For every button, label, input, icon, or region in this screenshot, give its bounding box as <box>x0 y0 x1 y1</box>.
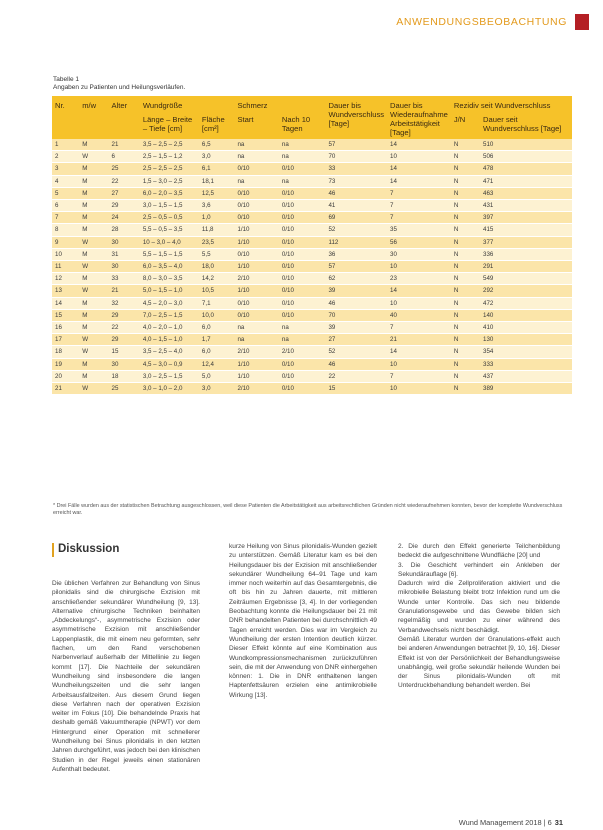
table-cell: N <box>451 322 480 334</box>
table-cell: 0/10 <box>279 248 326 260</box>
table-cell: 6,0 <box>199 322 235 334</box>
table-cell: N <box>451 346 480 358</box>
table-cell: 36 <box>325 248 387 260</box>
table-cell: 18 <box>52 346 79 358</box>
table-cell: 4 <box>52 175 79 187</box>
table-cell: M <box>79 175 108 187</box>
table-cell: 12,5 <box>199 187 235 199</box>
table-cell: 291 <box>480 261 572 273</box>
table-row <box>52 285 572 297</box>
table-cell: 21 <box>387 334 451 346</box>
body-list-item: 2. Die durch den Effekt generierte Teilchenbildung bedeckt die aufgeschnittene Wundfläche [20] und <box>398 543 560 560</box>
table-cell: 3,0 – 1,0 – 2,0 <box>140 383 199 395</box>
table-cell: 21 <box>52 383 79 395</box>
table-cell: 0/10 <box>279 370 326 382</box>
table-cell: 31 <box>109 248 140 260</box>
table-cell: na <box>234 175 278 187</box>
table-cell: 46 <box>325 187 387 199</box>
table-cell: M <box>79 212 108 224</box>
table-cell: 30 <box>109 358 140 370</box>
table-cell: 1/10 <box>234 224 278 236</box>
table-cell: 9 <box>52 236 79 248</box>
table-cell: 14 <box>52 297 79 309</box>
table-cell: W <box>79 285 108 297</box>
table-cell: N <box>451 358 480 370</box>
th-dauer-seit: Dauer seit Wundverschluss [Tage] <box>480 113 572 139</box>
table-cell: 7,1 <box>199 297 235 309</box>
table-cell: 24 <box>109 212 140 224</box>
table-cell: 292 <box>480 285 572 297</box>
table-cell: N <box>451 273 480 285</box>
table-cell: na <box>234 334 278 346</box>
table-cell: 7,0 – 2,5 – 1,5 <box>140 309 199 321</box>
body-list-item: 3. Die Geschicht verhindert ein Ankleben der Sekundärauflage [6]. <box>398 561 560 578</box>
table-cell: 463 <box>480 187 572 199</box>
table-cell: 377 <box>480 236 572 248</box>
table-cell: na <box>234 151 278 163</box>
table-cell: 6 <box>52 200 79 212</box>
table-cell: na <box>279 322 326 334</box>
th-mw: m/w <box>79 96 108 139</box>
table-cell: 62 <box>325 273 387 285</box>
table-cell: 2,5 – 0,5 – 0,5 <box>140 212 199 224</box>
table-cell: 29 <box>109 334 140 346</box>
table-cell: na <box>279 175 326 187</box>
table-cell: N <box>451 248 480 260</box>
table-cell: 3,0 <box>199 151 235 163</box>
table-cell: W <box>79 383 108 395</box>
table-cell: 29 <box>109 309 140 321</box>
table-row <box>52 358 572 370</box>
table-cell: 10 <box>387 297 451 309</box>
table-cell: 1/10 <box>234 261 278 273</box>
table-cell: 10,0 <box>199 309 235 321</box>
table-cell: M <box>79 224 108 236</box>
table-cell: W <box>79 261 108 273</box>
table-cell: 410 <box>480 322 572 334</box>
table-cell: 28 <box>109 224 140 236</box>
table-cell: W <box>79 346 108 358</box>
table-cell: W <box>79 151 108 163</box>
table-cell: 112 <box>325 236 387 248</box>
table-cell: 0/10 <box>279 212 326 224</box>
table-cell: 23 <box>387 273 451 285</box>
table-cell: 336 <box>480 248 572 260</box>
table-cell: N <box>451 187 480 199</box>
table-cell: N <box>451 261 480 273</box>
table-cell: 1/10 <box>234 370 278 382</box>
table-cell: 472 <box>480 297 572 309</box>
section-title: Diskussion <box>58 543 120 555</box>
table-cell: 7 <box>387 370 451 382</box>
table-caption <box>53 76 185 92</box>
table-cell: 12,4 <box>199 358 235 370</box>
table-cell: 17 <box>52 334 79 346</box>
table-cell: 5,5 – 0,5 – 3,5 <box>140 224 199 236</box>
table-cell: 431 <box>480 200 572 212</box>
table-cell: 5 <box>52 187 79 199</box>
table-cell: 7 <box>387 200 451 212</box>
table-cell: N <box>451 151 480 163</box>
table-cell: 56 <box>387 236 451 248</box>
table-row <box>52 322 572 334</box>
table-cell: 10 – 3,0 – 4,0 <box>140 236 199 248</box>
table-cell: 27 <box>109 187 140 199</box>
table-cell: 3 <box>52 163 79 175</box>
table-cell: 70 <box>325 309 387 321</box>
table-cell: 0/10 <box>234 248 278 260</box>
table-cell: 7 <box>52 212 79 224</box>
table-cell: 22 <box>109 322 140 334</box>
table-cell: 14 <box>387 175 451 187</box>
table-cell: 15 <box>325 383 387 395</box>
table-cell: 30 <box>109 261 140 273</box>
table-cell: 5,0 – 1,5 – 1,0 <box>140 285 199 297</box>
table-cell: N <box>451 139 480 151</box>
table-cell: na <box>279 151 326 163</box>
table-row <box>52 261 572 273</box>
table-cell: 354 <box>480 346 572 358</box>
table-cell: 41 <box>325 200 387 212</box>
table-cell: 30 <box>109 236 140 248</box>
table-cell: 1/10 <box>234 285 278 297</box>
table-cell: 70 <box>325 151 387 163</box>
th-dauer-wundverschluss: Dauer bis Wundverschluss [Tage] <box>325 96 387 139</box>
table-cell: 1/10 <box>234 358 278 370</box>
table-cell: W <box>79 334 108 346</box>
table-caption-label: Tabelle 1 <box>53 76 80 83</box>
th-flaeche: Fläche [cm²] <box>199 113 235 139</box>
table-row <box>52 297 572 309</box>
table-cell: 0/10 <box>279 236 326 248</box>
table-cell: 21 <box>109 285 140 297</box>
th-rezidiv: Rezidiv seit Wundverschluss <box>451 96 572 113</box>
table-cell: 23,5 <box>199 236 235 248</box>
table-cell: 6,1 <box>199 163 235 175</box>
table-cell: 0/10 <box>234 200 278 212</box>
table-cell: 33 <box>109 273 140 285</box>
table-cell: 21 <box>109 139 140 151</box>
table-cell: 1,5 – 3,0 – 2,5 <box>140 175 199 187</box>
table-cell: 510 <box>480 139 572 151</box>
table-cell: 1,0 <box>199 212 235 224</box>
table-cell: 0/10 <box>279 261 326 273</box>
table-cell: 46 <box>325 297 387 309</box>
table-row <box>52 248 572 260</box>
table-cell: na <box>279 139 326 151</box>
patient-table-body <box>52 139 572 395</box>
table-cell: M <box>79 248 108 260</box>
table-cell: 33 <box>325 163 387 175</box>
table-row <box>52 346 572 358</box>
table-cell: 18,0 <box>199 261 235 273</box>
table-cell: M <box>79 358 108 370</box>
table-cell: N <box>451 334 480 346</box>
th-dauer-wiederaufnahme: Dauer bis Wiederaufnahme Arbeitstätigkeit [Tage] <box>387 96 451 139</box>
table-cell: 415 <box>480 224 572 236</box>
table-cell: 35 <box>387 224 451 236</box>
table-cell: N <box>451 175 480 187</box>
table-cell: 12 <box>52 273 79 285</box>
table-cell: M <box>79 297 108 309</box>
table-cell: 20 <box>52 370 79 382</box>
table-cell: M <box>79 139 108 151</box>
table-cell: 69 <box>325 212 387 224</box>
section-header-title: ANWENDUNGSBEOBACHTUNG <box>396 16 567 28</box>
body-paragraph: Gemäß Literatur wurden der Granulations-effekt auch bei anderen Anwendungen betrachtet [9, 10, 16]. Dieser Effekt ist von der Persönlichkeit der Behandlungsweise unabhängig, weil große sekundär heilende Wunden bei der Sinus pilonidalis-Wunden oft mit Unterdruckbehandlung behandelt werden. Bei <box>398 635 560 690</box>
table-cell: 0/10 <box>279 383 326 395</box>
table-cell: 22 <box>109 175 140 187</box>
patient-table <box>52 96 572 395</box>
table-cell: 3,6 <box>199 200 235 212</box>
table-cell: 8 <box>52 224 79 236</box>
table-cell: 1,7 <box>199 334 235 346</box>
table-row <box>52 139 572 151</box>
table-cell: 14 <box>387 139 451 151</box>
table-cell: 0/10 <box>279 358 326 370</box>
table-cell: 18,1 <box>199 175 235 187</box>
table-cell: M <box>79 273 108 285</box>
table-cell: 10 <box>52 248 79 260</box>
table-cell: 4,0 – 2,0 – 1,0 <box>140 322 199 334</box>
table-cell: 6,0 – 3,5 – 4,0 <box>140 261 199 273</box>
table-cell: 57 <box>325 139 387 151</box>
table-cell: 3,0 – 2,5 – 1,5 <box>140 370 199 382</box>
table-row <box>52 187 572 199</box>
table-cell: 2/10 <box>279 346 326 358</box>
table-cell: na <box>234 322 278 334</box>
table-cell: 389 <box>480 383 572 395</box>
table-cell: na <box>234 139 278 151</box>
table-cell: N <box>451 370 480 382</box>
table-row <box>52 370 572 382</box>
table-cell: M <box>79 187 108 199</box>
table-cell: M <box>79 200 108 212</box>
table-cell: 2,5 – 2,5 – 2,5 <box>140 163 199 175</box>
table-cell: 0/10 <box>279 309 326 321</box>
table-cell: 25 <box>109 383 140 395</box>
table-row <box>52 224 572 236</box>
table-cell: 0/10 <box>279 273 326 285</box>
table-cell: 0/10 <box>279 285 326 297</box>
table-row <box>52 163 572 175</box>
table-footnote: * Drei Fälle wurden aus der statistischen Betrachtung ausgeschlossen, weil diese Patienten die Arbeitstätigkeit aus arbeitsrechtlichen Gründen nicht wiederaufnehmen konnten, bevor der komplette Wundverschluss erreicht war. <box>53 503 563 517</box>
table-cell: N <box>451 383 480 395</box>
table-cell: 46 <box>325 358 387 370</box>
body-column-3 <box>398 542 560 691</box>
table-cell: 25 <box>109 163 140 175</box>
table-cell: 437 <box>480 370 572 382</box>
table-row <box>52 175 572 187</box>
table-cell: 16 <box>52 322 79 334</box>
table-cell: M <box>79 163 108 175</box>
table-cell: 0/10 <box>279 224 326 236</box>
table-cell: 15 <box>52 309 79 321</box>
table-cell: 40 <box>387 309 451 321</box>
table-cell: 3,5 – 2,5 – 2,5 <box>140 139 199 151</box>
table-cell: N <box>451 285 480 297</box>
table-row <box>52 334 572 346</box>
th-start: Start <box>234 113 278 139</box>
body-paragraph: kurze Heilung von Sinus pilonidalis-Wunden gezielt zu unterstützen. Gemäß Literatur kam es bei den Heilungsdauer bis der Exzision mit anschließender sekundärer Wundheilung 64–91 Tage und kam immer noch weiterhin auf das Gesamtergebnis, die oft bis hin zu Jahren dauerte, mit mittleren Zeiträumen Ergebnisse [3, 4]. In der vorliegenden Beobachtung konnte die Heilungsdauer bei 21 mit DNR behandelten Patienten bei durchschnittlich 49 Tagen erreicht werden. Dies war im Vergleich zu Wundheilung der ersten Intention deutlich kürzer. Dieser Effekt könnte auf eine Kombination aus Wundkompressionsmechanismen zurückzuführen sein, die mit der Anwendung von DNR einhergehen können: 1. Die in DNR enthaltenen langen Haptenfettsäuren erzielen eine antimikrobielle Wirkung [13]. <box>229 543 377 699</box>
body-column-2 <box>229 542 377 700</box>
table-row <box>52 200 572 212</box>
table-cell: 3,0 – 1,5 – 1,5 <box>140 200 199 212</box>
table-cell: 5,5 – 1,5 – 1,5 <box>140 248 199 260</box>
table-cell: N <box>451 297 480 309</box>
table-cell: W <box>79 236 108 248</box>
table-cell: 549 <box>480 273 572 285</box>
table-cell: 0/10 <box>279 187 326 199</box>
table-cell: 73 <box>325 175 387 187</box>
table-row <box>52 383 572 395</box>
table-cell: 14 <box>387 285 451 297</box>
table-cell: 32 <box>109 297 140 309</box>
table-cell: N <box>451 212 480 224</box>
table-cell: 10 <box>387 383 451 395</box>
footer-journal: Wund Management 2018 | 6 <box>458 818 552 827</box>
table-row <box>52 273 572 285</box>
table-cell: 1/10 <box>234 236 278 248</box>
body-paragraph: Dadurch wird die Zellproliferation aktiviert und die mikrobielle Belastung bleibt trotz Infektion rund um die Wunde unter Kontrolle. Das sich neu bildende Granulationsgewebe und das Gewebe bilden sich regelmäßig und wurden zu einer während des Verbandwechsels nicht beschädigt. <box>398 580 560 634</box>
table-cell: N <box>451 163 480 175</box>
table-cell: 0/10 <box>234 187 278 199</box>
table-cell: M <box>79 309 108 321</box>
page-number: 31 <box>554 818 563 827</box>
table-cell: 15 <box>109 346 140 358</box>
table-cell: 27 <box>325 334 387 346</box>
table-cell: 52 <box>325 346 387 358</box>
table-cell: 14 <box>387 346 451 358</box>
table-cell: 5,0 <box>199 370 235 382</box>
table-cell: 130 <box>480 334 572 346</box>
table-cell: na <box>279 334 326 346</box>
body-column-1 <box>52 579 200 774</box>
table-cell: 2/10 <box>234 346 278 358</box>
table-cell: 39 <box>325 285 387 297</box>
table-cell: 6,0 <box>199 346 235 358</box>
table-cell: 6,5 <box>199 139 235 151</box>
th-nach10: Nach 10 Tagen <box>279 113 326 139</box>
table-cell: 10,5 <box>199 285 235 297</box>
footer-text <box>459 818 563 827</box>
table-cell: 19 <box>52 358 79 370</box>
table-cell: 6,0 – 2,0 – 3,5 <box>140 187 199 199</box>
table-cell: 11 <box>52 261 79 273</box>
table-cell: M <box>79 370 108 382</box>
table-cell: 0/10 <box>279 163 326 175</box>
table-cell: 4,5 – 3,0 – 0,9 <box>140 358 199 370</box>
table-cell: 10 <box>387 358 451 370</box>
table-cell: 2/10 <box>234 383 278 395</box>
table-cell: 30 <box>387 248 451 260</box>
table-cell: M <box>79 322 108 334</box>
table-cell: 0/10 <box>234 297 278 309</box>
table-cell: 397 <box>480 212 572 224</box>
section-title-bar <box>52 543 54 557</box>
table-cell: 39 <box>325 322 387 334</box>
page-footer <box>0 818 603 830</box>
table-cell: N <box>451 224 480 236</box>
table-cell: 29 <box>109 200 140 212</box>
header-accent-bar <box>575 14 589 30</box>
table-cell: 3,5 – 2,5 – 4,0 <box>140 346 199 358</box>
table-cell: 11,8 <box>199 224 235 236</box>
table-cell: 3,0 <box>199 383 235 395</box>
table-cell: N <box>451 309 480 321</box>
body-paragraph: Die üblichen Verfahren zur Behandlung von Sinus pilonidalis sind die chirurgische Exzision mit anschließender sekundärer Wundheilung [9, 13]. Alternative chirurgische Techniken beinhalten „Abdeckelungs“-, asymmetrische Exzision oder asymmetrische Exzision mit anschließender Lappenplastik, die mit einem neu geformten, sehr flachen, um den Rand verschobenen Narbenverlauf außerhalb der Mittellinie zu liegen kommt [17]. Die Nachteile der sekundären Wundheilung sind insbesondere die langen Wundheilungszeiten und die sehr langen Arbeitsausfallzeiten. Aus diesem Grund liegen diese Verfahren nach der operativen Exzision weiter im Fokus [10]. Die behandelnde Praxis hat deshalb gemäß Vakuumtherapie (NPWT) vor dem Hintergrund einer Operation mit schnellerer Wundheilung bei Sinus pilonidalis in den letzten Jahren durchgeführt, was jedoch bei den klinischen Studien in der Regel jeweils einen stationären Aufenthalt bedeutet. <box>52 580 200 773</box>
table-cell: 140 <box>480 309 572 321</box>
table-cell: 7 <box>387 212 451 224</box>
table-cell: N <box>451 200 480 212</box>
table-cell: 0/10 <box>234 163 278 175</box>
page-header <box>0 12 603 32</box>
table-row <box>52 236 572 248</box>
table-cell: 22 <box>325 370 387 382</box>
table-cell: 18 <box>109 370 140 382</box>
table-cell: 13 <box>52 285 79 297</box>
table-row <box>52 151 572 163</box>
table-cell: 7 <box>387 322 451 334</box>
table-cell: 506 <box>480 151 572 163</box>
table-cell: 52 <box>325 224 387 236</box>
table-cell: 4,0 – 1,5 – 1,0 <box>140 334 199 346</box>
table-cell: 0/10 <box>234 309 278 321</box>
th-jn: J/N <box>451 113 480 139</box>
table-cell: 10 <box>387 261 451 273</box>
table-cell: 0/10 <box>234 212 278 224</box>
table-row <box>52 309 572 321</box>
th-wundgroesse: Wundgröße <box>140 96 235 113</box>
th-alter: Alter <box>109 96 140 139</box>
table-cell: 2 <box>52 151 79 163</box>
table-cell: 333 <box>480 358 572 370</box>
table-cell: 10 <box>387 151 451 163</box>
table-cell: N <box>451 236 480 248</box>
table-cell: 2,5 – 1,5 – 1,2 <box>140 151 199 163</box>
table-row <box>52 212 572 224</box>
table-cell: 4,5 – 2,0 – 3,0 <box>140 297 199 309</box>
table-caption-text: Angaben zu Patienten und Heilungsverläufen. <box>53 84 186 91</box>
table-cell: 14,2 <box>199 273 235 285</box>
table-cell: 14 <box>387 163 451 175</box>
table-cell: 5,5 <box>199 248 235 260</box>
table-cell: 478 <box>480 163 572 175</box>
th-nr: Nr. <box>52 96 79 139</box>
table-cell: 1 <box>52 139 79 151</box>
table-cell: 471 <box>480 175 572 187</box>
th-schmerz: Schmerz <box>234 96 325 113</box>
th-laenge: Länge – Breite – Tiefe [cm] <box>140 113 199 139</box>
table-cell: 0/10 <box>279 200 326 212</box>
table-cell: 2/10 <box>234 273 278 285</box>
table-cell: 8,0 – 3,0 – 3,5 <box>140 273 199 285</box>
table-cell: 6 <box>109 151 140 163</box>
table-cell: 0/10 <box>279 297 326 309</box>
table-cell: 7 <box>387 187 451 199</box>
table-cell: 57 <box>325 261 387 273</box>
